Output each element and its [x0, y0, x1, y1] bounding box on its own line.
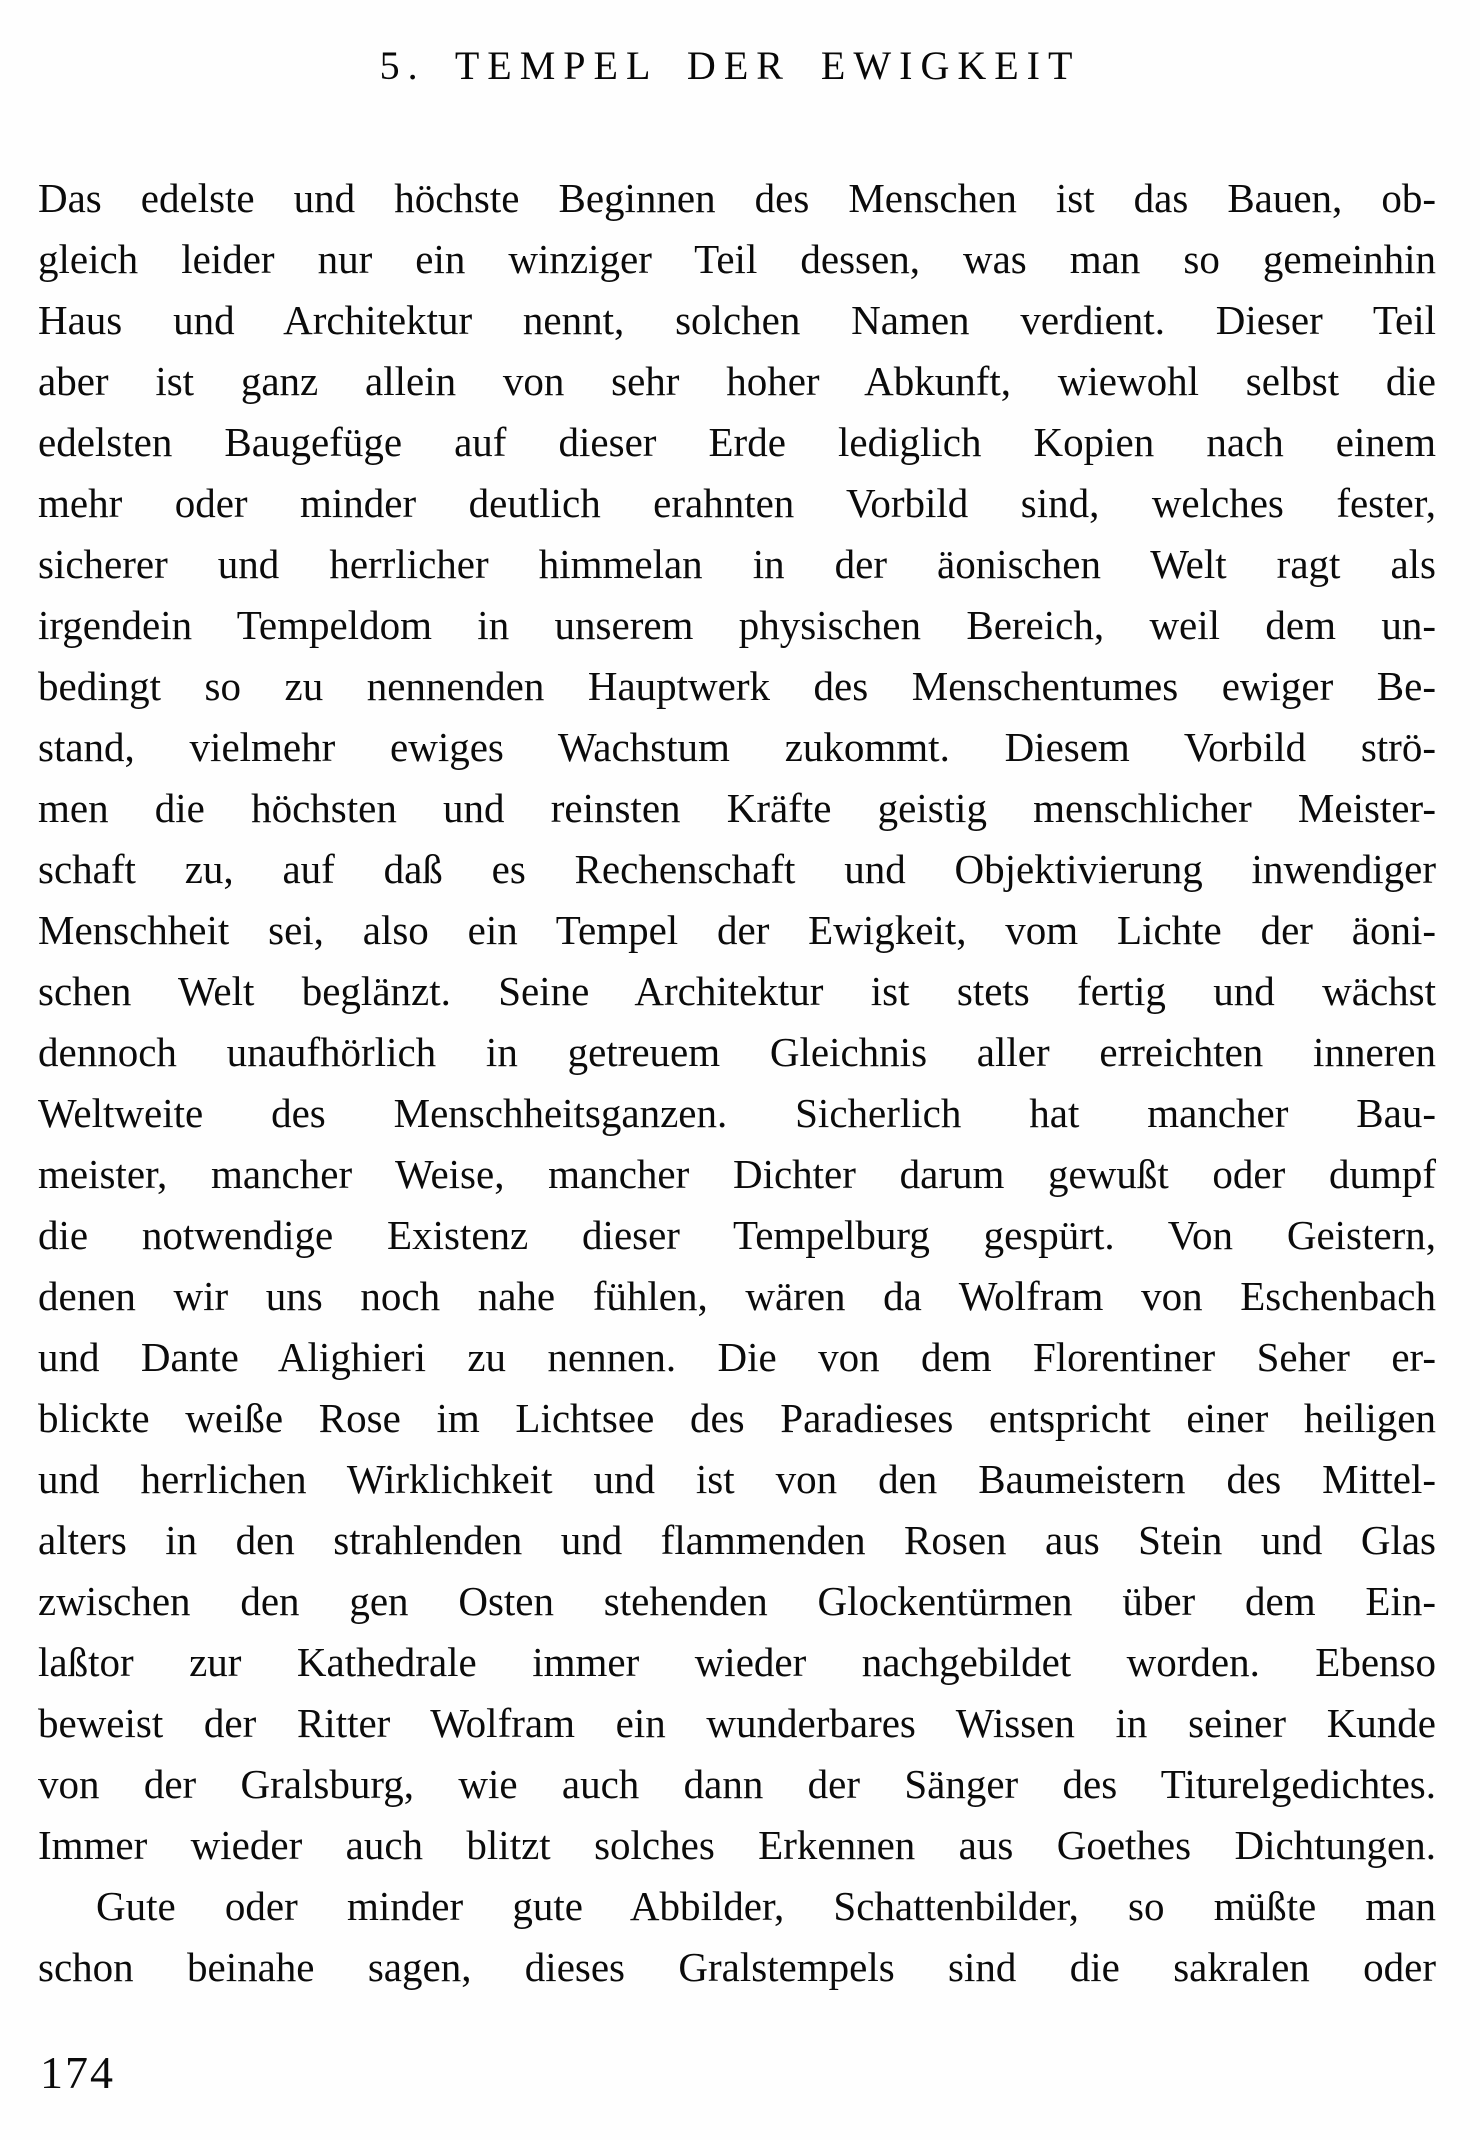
text-line: aber ist ganz allein von sehr hoher Abkunft, wiewohl selbst die	[38, 358, 1436, 404]
text-line: zwischen den gen Osten stehenden Glockentürmen über dem Ein-	[38, 1578, 1436, 1624]
text-line: Haus und Architektur nennt, solchen Namen verdient. Dieser Teil	[38, 297, 1436, 343]
text-line: men die höchsten und reinsten Kräfte geistig menschlicher Meister-	[38, 785, 1436, 831]
text-line: von der Gralsburg, wie auch dann der Sänger des Titurelgedichtes.	[38, 1761, 1436, 1807]
text-line: und Dante Alighieri zu nennen. Die von dem Florentiner Seher er-	[38, 1334, 1436, 1380]
text-line: Menschheit sei, also ein Tempel der Ewigkeit, vom Lichte der äoni-	[38, 907, 1436, 953]
text-line: mehr oder minder deutlich erahnten Vorbild sind, welches fester,	[38, 480, 1436, 526]
text-line: edelsten Baugefüge auf dieser Erde lediglich Kopien nach einem	[38, 419, 1436, 465]
text-line: schaft zu, auf daß es Rechenschaft und Objektivierung inwendiger	[38, 846, 1436, 892]
text-line: und herrlichen Wirklichkeit und ist von den Baumeistern des Mittel-	[38, 1456, 1436, 1502]
paragraph-2	[38, 1876, 1436, 1998]
text-line: blickte weiße Rose im Lichtsee des Paradieses entspricht einer heiligen	[38, 1395, 1436, 1441]
text-line: beweist der Ritter Wolfram ein wunderbares Wissen in seiner Kunde	[38, 1700, 1436, 1746]
text-line: laßtor zur Kathedrale immer wieder nachgebildet worden. Ebenso	[38, 1639, 1436, 1685]
text-line: Gute oder minder gute Abbilder, Schattenbilder, so müßte man	[96, 1883, 1436, 1929]
body-text	[38, 168, 1436, 1998]
text-line: irgendein Tempeldom in unserem physischen Bereich, weil dem un-	[38, 602, 1436, 648]
text-line: die notwendige Existenz dieser Tempelburg gespürt. Von Geistern,	[38, 1212, 1436, 1258]
section-heading: 5. TEMPEL DER EWIGKEIT	[379, 43, 1081, 88]
text-line: Weltweite des Menschheitsganzen. Sicherlich hat mancher Bau-	[38, 1090, 1436, 1136]
text-line: Das edelste und höchste Beginnen des Menschen ist das Bauen, ob-	[38, 175, 1436, 221]
text-line: bedingt so zu nennenden Hauptwerk des Menschentumes ewiger Be-	[38, 663, 1436, 709]
page-number: 174	[40, 2047, 115, 2098]
text-line: denen wir uns noch nahe fühlen, wären da Wolfram von Eschenbach	[38, 1273, 1436, 1319]
text-line: stand, vielmehr ewiges Wachstum zukommt. Diesem Vorbild strö-	[38, 724, 1436, 770]
text-line: dennoch unaufhörlich in getreuem Gleichnis aller erreichten inneren	[38, 1029, 1436, 1075]
text-line: schon beinahe sagen, dieses Gralstempels sind die sakralen oder	[38, 1944, 1436, 1990]
text-line: meister, mancher Weise, mancher Dichter darum gewußt oder dumpf	[38, 1151, 1436, 1197]
text-line: gleich leider nur ein winziger Teil dessen, was man so gemeinhin	[38, 236, 1436, 282]
paragraph-1	[38, 168, 1436, 1876]
text-line: schen Welt beglänzt. Seine Architektur ist stets fertig und wächst	[38, 968, 1436, 1014]
text-line: Immer wieder auch blitzt solches Erkennen aus Goethes Dichtungen.	[38, 1822, 1436, 1868]
text-line: alters in den strahlenden und flammenden Rosen aus Stein und Glas	[38, 1517, 1436, 1563]
text-line: sicherer und herrlicher himmelan in der äonischen Welt ragt als	[38, 541, 1436, 587]
